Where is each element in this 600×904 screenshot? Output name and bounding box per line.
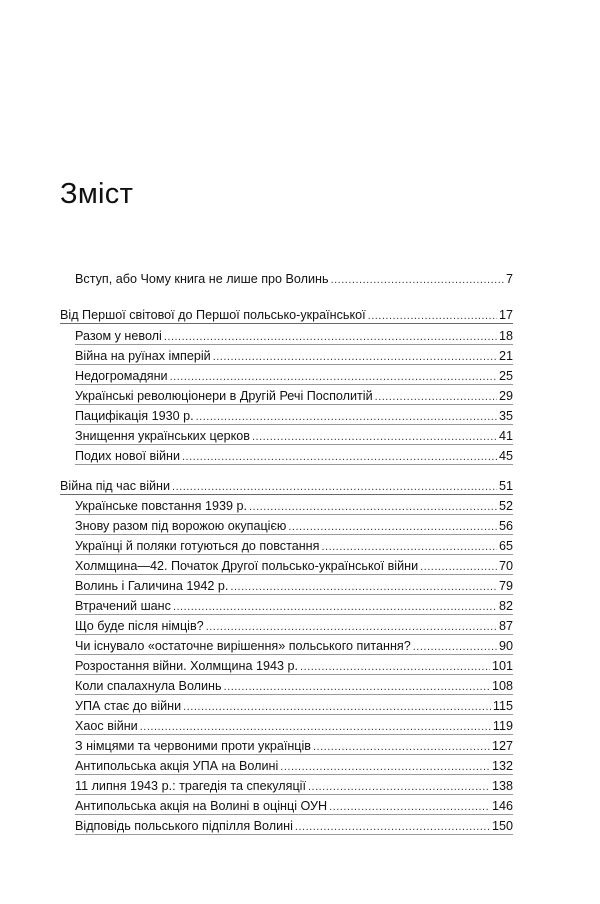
dot-leader (413, 641, 497, 654)
toc-chapter[interactable] (75, 800, 513, 815)
toc-page-number: 65 (498, 539, 513, 553)
toc-chapter-title: Волинь і Галичина 1942 р. (75, 579, 229, 593)
toc-chapter-title: Холмщина—42. Початок Другої польсько-української війни (75, 559, 419, 573)
dot-leader (172, 481, 497, 494)
dot-leader (170, 371, 497, 384)
page-title: Зміст (60, 178, 134, 210)
toc-chapter-title: Відповідь польського підпілля Волині (75, 819, 293, 833)
dot-leader (252, 431, 497, 444)
toc-chapter-title: Чи існувало «остаточне вирішення» польського питання? (75, 639, 411, 653)
dot-leader (173, 601, 497, 614)
dot-leader (368, 310, 497, 323)
toc-chapter-title: Антипольська акція на Волині в оцінці ОУН (75, 799, 328, 813)
toc-page-number: 87 (498, 619, 513, 633)
toc-page-number: 90 (498, 639, 513, 653)
toc-page-number: 119 (492, 719, 513, 733)
dot-leader (206, 621, 497, 634)
dot-leader (295, 821, 490, 834)
toc-chapter[interactable] (75, 540, 513, 555)
toc-chapter[interactable] (75, 370, 513, 385)
toc-page-number: 150 (491, 819, 513, 833)
toc-intro[interactable] (75, 272, 513, 287)
dot-leader (331, 274, 504, 287)
dot-leader (308, 781, 490, 794)
toc-page-number: 101 (491, 659, 513, 673)
toc-chapter[interactable] (75, 700, 513, 715)
dot-leader (249, 501, 497, 514)
toc-page-number: 21 (498, 349, 513, 363)
toc-chapter[interactable] (75, 520, 513, 535)
toc-chapter-title: Антипольська акція УПА на Волині (75, 759, 279, 773)
dot-leader (213, 351, 497, 364)
toc-chapter-title: Хаос війни (75, 719, 138, 733)
toc-chapter-title: Недогромадяни (75, 369, 168, 383)
dot-leader (230, 581, 497, 594)
toc-chapter[interactable] (75, 410, 513, 425)
toc-page-number: 127 (491, 739, 513, 753)
toc-page-number: 45 (498, 449, 513, 463)
dot-leader (375, 391, 497, 404)
toc-chapter-title: Разом у неволі (75, 329, 162, 343)
toc-chapter[interactable] (75, 500, 513, 515)
toc-part-2[interactable] (60, 480, 513, 495)
toc-chapter[interactable] (75, 780, 513, 795)
dot-leader (280, 761, 490, 774)
toc-chapter[interactable] (75, 760, 513, 775)
toc-page-number: 82 (498, 599, 513, 613)
toc-chapter-title: УПА стає до війни (75, 699, 182, 713)
toc-chapter-title: Українці й поляки готуються до повстання (75, 539, 320, 553)
dot-leader (224, 681, 490, 694)
toc-part-title: Від Першої світової до Першої польсько-української (60, 308, 366, 322)
toc-chapter-title: Українське повстання 1939 р. (75, 499, 247, 513)
toc-chapter[interactable] (75, 430, 513, 445)
toc-page-number: 79 (498, 579, 513, 593)
toc-chapter[interactable] (75, 600, 513, 615)
toc-page-number: 146 (491, 799, 513, 813)
toc-chapter[interactable] (75, 680, 513, 695)
toc-page-number: 115 (492, 699, 513, 713)
toc-chapter-title: Українські революціонери в Другій Речі Посполитій (75, 389, 373, 403)
dot-leader (321, 541, 497, 554)
toc-chapter[interactable] (75, 560, 513, 575)
toc-page-number: 17 (498, 308, 513, 322)
toc-chapter[interactable] (75, 820, 513, 835)
dot-leader (313, 741, 490, 754)
dot-leader (420, 561, 497, 574)
toc-chapter[interactable] (75, 390, 513, 405)
toc-chapter-title: Коли спалахнула Волинь (75, 679, 222, 693)
dot-leader (140, 721, 491, 734)
toc-page-number: 52 (498, 499, 513, 513)
toc-chapter[interactable] (75, 350, 513, 365)
toc-page-number: 35 (498, 409, 513, 423)
dot-leader (196, 411, 497, 424)
toc-page-number: 25 (498, 369, 513, 383)
dot-leader (164, 331, 497, 344)
toc-chapter[interactable] (75, 720, 513, 735)
toc-chapter[interactable] (75, 330, 513, 345)
toc-page-number: 18 (498, 329, 513, 343)
toc-page-number: 29 (498, 389, 513, 403)
toc-chapter-title: З німцями та червоними проти українців (75, 739, 311, 753)
dot-leader (300, 661, 490, 674)
toc-page-number: 108 (491, 679, 513, 693)
toc-chapter-title: Що буде після німців? (75, 619, 204, 633)
toc-chapter-title: Знову разом під ворожою окупацією (75, 519, 287, 533)
toc-page-number: 132 (491, 759, 513, 773)
toc-chapter[interactable] (75, 740, 513, 755)
toc-chapter[interactable] (75, 660, 513, 675)
toc-chapter[interactable] (75, 580, 513, 595)
toc-chapter-title: Війна на руїнах імперій (75, 349, 211, 363)
toc-page-number: 41 (498, 429, 513, 443)
toc-page-number: 56 (498, 519, 513, 533)
dot-leader (183, 701, 491, 714)
toc-chapter[interactable] (75, 450, 513, 465)
toc-part-1[interactable] (60, 309, 513, 324)
toc-chapter[interactable] (75, 620, 513, 635)
toc-page-number: 7 (505, 272, 513, 286)
toc-chapter-title: Пацифікація 1930 р. (75, 409, 194, 423)
toc-chapter-title: Подих нової війни (75, 449, 180, 463)
toc-chapter[interactable] (75, 640, 513, 655)
toc-chapter-title: Розростання війни. Холмщина 1943 р. (75, 659, 299, 673)
toc-chapter-title: Знищення українських церков (75, 429, 250, 443)
dot-leader (288, 521, 497, 534)
toc-page-number: 51 (498, 479, 513, 493)
toc-entry-title: Вступ, або Чому книга не лише про Волинь (75, 272, 329, 286)
toc-chapter-title: Втрачений шанс (75, 599, 171, 613)
dot-leader (329, 801, 490, 814)
toc-chapter-title: 11 липня 1943 р.: трагедія та спекуляції (75, 779, 306, 793)
toc-page-number: 138 (491, 779, 513, 793)
dot-leader (182, 451, 497, 464)
toc-part-title: Війна під час війни (60, 479, 171, 493)
toc-page-number: 70 (498, 559, 513, 573)
